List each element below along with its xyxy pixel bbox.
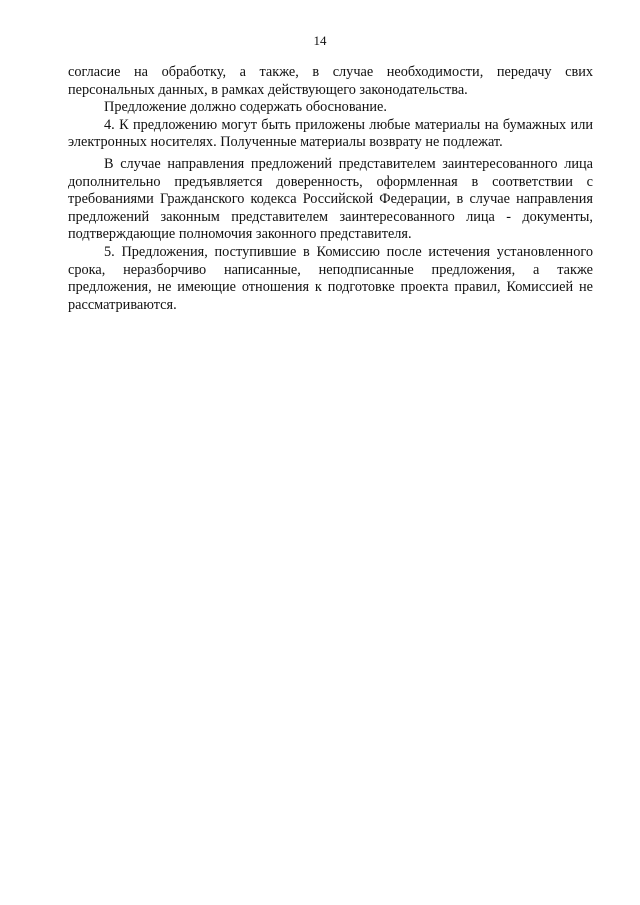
paragraph-consent: согласие на обработку, а также, в случае необходимости, передачу свих персональных данных, в рамках действующего законодательства. xyxy=(68,64,593,98)
document-body xyxy=(68,64,593,314)
page-number: 14 xyxy=(313,33,327,48)
paragraph-representative: В случае направления предложений представителем заинтересованного лица дополнительно предъявляется доверенность, оформленная в соответствии с требованиями Гражданского кодекса Российской Федерации, в случае направления предложений законным представителем заинтересованного лица - документы, подтверждающие полномочия законного представителя. xyxy=(68,155,593,243)
paragraph-item-5: 5. Предложения, поступившие в Комиссию после истечения установленного срока, неразборчиво написанные, неподписанные предложения, а также предложения, не имеющие отношения к подготовке проекта правил, Комиссией не рассматриваются. xyxy=(68,243,593,313)
paragraph-item-4: 4. К предложению могут быть приложены любые материалы на бумажных или электронных носителях. Полученные материалы возврату не подлежат. xyxy=(68,116,593,151)
paragraph-justification: Предложение должно содержать обоснование. xyxy=(104,99,387,116)
